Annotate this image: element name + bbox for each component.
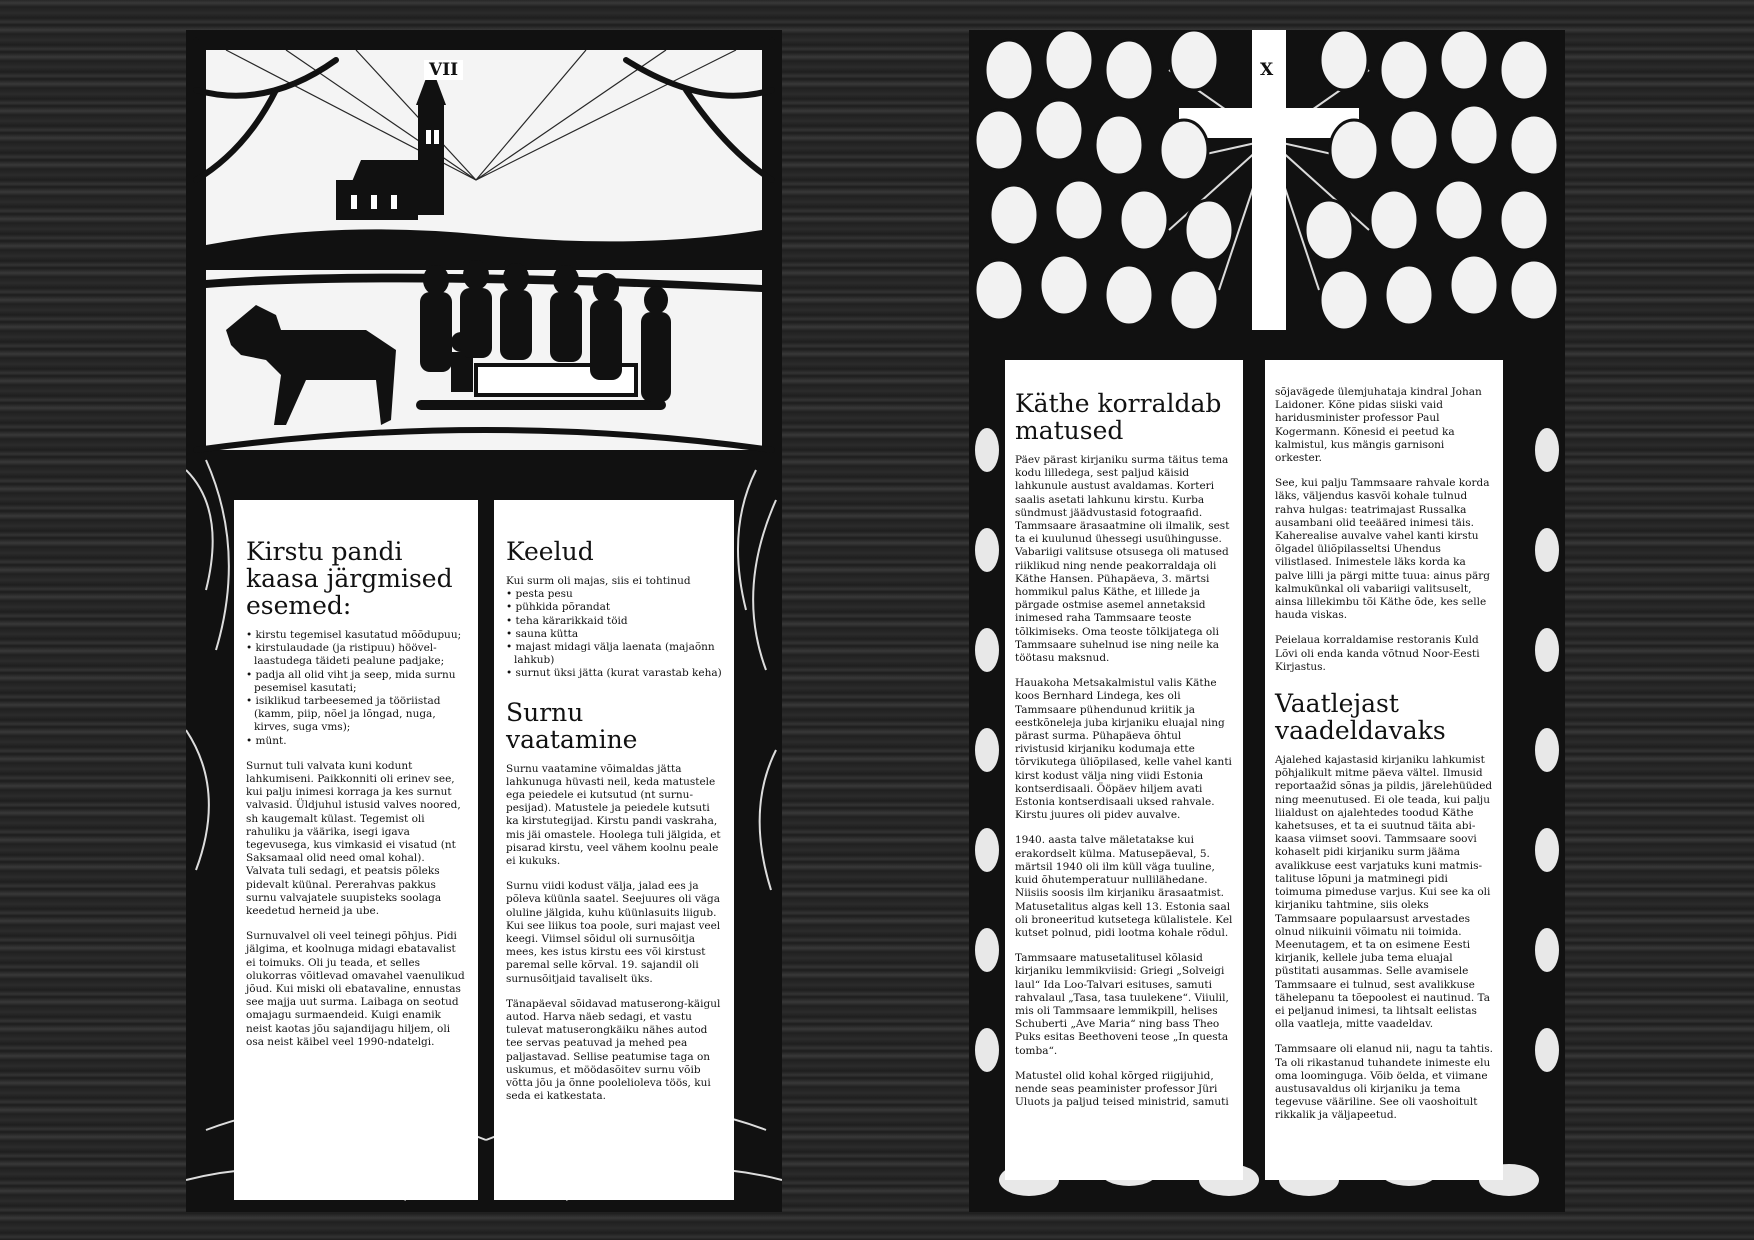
body-paragraph: Ajalehed kajastasid kirjaniku lahkumist põhjalikult mitme päeva vältel. Ilmusid reportaažid sõnas ja pildis, järelehüüded ning meenutused. Ei ole teada, kui palju liialdust on ajalehtedes toodud Käthe kahetsuses, et ta ei suutnud täita abi-kaasa viimset soovi. Tammsaare soovi kohaselt pidi kirjaniku surm jääma avalikkuse eest varjatuks kuni matmis-talituse lõpuni ja matminegi pidi toimuma pimeduse varjus. Kui see ka oli kirjaniku tahtmine, siis oleks Tammsaare populaarsust arvestades olnud niikuinii võimatu nii toimida. Meenutagem, et ta on esimene Eesti kirjanik, kellele juba tema eluajal püstitati ausammas. Selle avamisele Tammsaare ei tulnud, sest avalikkuse tähelepanu ta tõepoolest ei nautinud. Ta ei peljanud inimesi, ta lihtsalt eelistas olla vaatleja, mitte vaadeldav. — [1275, 754, 1493, 1031]
list-item: • isiklikud tarbeesemed ja tööriistad (kamm, piip, nõel ja lõngad, nuga, kirves, suga vms); — [246, 695, 466, 735]
grave-items-list — [246, 629, 466, 748]
body-paragraph: 1940. aasta talve mäletatakse kui erakordselt külma. Matusepäeval, 5. märtsil 1940 oli ilm küll väga tuuline, kuid õhutemperatuur nullilähedane. Niisiis soosis ilm kirjaniku ärasaatmist. Matusetalitus algas kell 13. Estonia saal oli broneeritud kutsetega külalistele. Kel kutset polnud, pidi lootma kohale rõdul. — [1015, 834, 1233, 939]
chapter-number: VII — [424, 60, 463, 80]
list-item: • surnut üksi jätta (kurat varastab keha) — [506, 667, 722, 680]
body-paragraph: Päev pärast kirjaniku surma täitus tema kodu lilledega, sest paljud käisid lahkunule austust avaldamas. Korteri saalis asetati lahkunu kirstu. Kurba sündmust jäädvustasid fotograafid. Tammsaare ärasaatmine oli ilmalik, sest ta ei kuulunud ühessegi usuühingusse. Vabariigi valitsuse otsusega oli matused riiklikud ning nende peakorraldaja oli Käthe Hansen. Pühapäeva, 3. märtsi hommikul palus Käthe, et lillede ja pärgade ostmise asemel annetaksid inimesed raha Tammsaare teoste tõlkimiseks. Oma teoste tõlkijatega oli Tammsaare suhelnud ise ning neile ka töötasu maksnud. — [1015, 454, 1230, 665]
text-column-right-1 — [1005, 360, 1243, 1180]
text-column-left-2 — [494, 500, 734, 1200]
right-page-panel — [969, 30, 1565, 1212]
body-paragraph: Surnut tuli valvata kuni kodunt lahkumiseni. Paikkonniti oli erinev see, kui palju inimesi korraga ja kes surnut valvasid. Üldjuhul istusid valves noored, sh kaugemalt külast. Tegemist oli rahuliku ja väärika, isegi igava tegevusega, kus vimkasid ei visatud (nt Saksamaal olid need omal kohal). Valvata tuli sedagi, et peatsis põleks pidevalt küünal. Pererahvas pakkus surnu valvajatele suupisteks soolaga keedetud herneid ja ube. — [246, 759, 461, 918]
body-paragraph: Tammsaare matusetalitusel kõlasid kirjaniku lemmikviisid: Griegi „Solveigi laul“ Ida Loo-Talvari esituses, samuti rahvalaul „Tasa, tasa tuulekene“. Viiulil, mis oli Tammsaare lemmikpill, helises Schuberti „Ave Maria“ ning bass Theo Puks esitas Beethoveni teose „In questa tomba“. — [1015, 952, 1229, 1057]
section-heading: Käthe korraldab matused — [1015, 389, 1222, 445]
body-paragraph: See, kui palju Tammsaare rahvale korda läks, väljendus kasvõi kohale tulnud rahva hulgas: teatrimajast Russalka ausambani olid teeääred inimesi täis. Kaherealise auvalve vahel kanti kirstu õlgadel üliõpilasseltsi Uhendus vilistlased. Inimestele läks korda ka palve lilli ja pärgi mitte tuua: ainus pärg kalmukünkal oli vabariigi valitsuselt, ainsa lillekimbu tõi Käthe õde, kes selle hauda viskas. — [1275, 477, 1490, 622]
list-item: • padja all olid viht ja seep, mida surnu pesemisel kasutati; — [246, 669, 466, 695]
section-heading: Vaatlejast vaadeldavaks — [1275, 689, 1446, 746]
body-paragraph: Surnu vaatamine võimaldas jätta lahkunuga hüvasti neil, keda matustele ega peiedele ei kutsutud (nt surnu-pesijad). Matustele ja peiedele kutsuti ka kirstutegijad. Kirstu pandi vaskraha, mis jäi omastele. Hoolega tuli jälgida, et pisarad kirstu, veel vähem koolnu peale ei kukuks. — [506, 762, 721, 868]
prohibitions-list — [506, 588, 722, 680]
body-paragraph: Kui surm oli majas, siis ei tohtinud — [506, 575, 691, 587]
list-item: • kirstulaudade (ja ristipuu) höövel-laastudega täideti pealune padjake; — [246, 642, 466, 668]
text-column-right-2 — [1265, 360, 1503, 1180]
section-heading: Keelud — [506, 537, 594, 566]
list-item: • sauna kütta — [506, 628, 722, 641]
body-paragraph: sõjavägede ülemjuhataja kindral Johan Laidoner. Kõne pidas siiski vaid haridusminister professor Paul Kogermann. Kõnesid ei peetud ka kalmistul, kus mängis garnisoni orkester. — [1275, 386, 1482, 465]
body-paragraph: Tänapäeval sõidavad matuserong-käigul autod. Harva näeb sedagi, et vastu tulevat matuserongkäiku nähes autod tee servas peatuvad ja mehed pea paljastavad. Sellise peatumise taga on uskumus, et möödasõitev surnu võib võtta jõu ja õnne poolelioleva töös, kui seda ei katkestata. — [506, 997, 721, 1103]
section-heading: Surnu vaatamine — [506, 697, 638, 754]
list-item: • majast midagi välja laenata (majaõnn lahkub) — [506, 641, 722, 667]
body-paragraph: Surnu viidi kodust välja, jalad ees ja põleva küünla saatel. Seejuures oli väga oluline jälgida, kuhu küünlasuits liigub. Kui see liikus toa poole, suri majast veel keegi. Viimsel sõidul oli surnusõitja mees, kes istus kirstu ees või kirstust paremal selle kõrval. 19. sajandil oli surnusõitjaid tavaliselt üks. — [506, 880, 721, 985]
chapter-number: X — [1255, 60, 1278, 80]
list-item: • kirstu tegemisel kasutatud mõõdupuu; — [246, 629, 466, 642]
body-paragraph: Tammsaare oli elanud nii, nagu ta tahtis. Ta oli rikastanud tuhandete inimeste elu oma loominguga. Võib öelda, et viimane austusavaldus oli kirjaniku ja tema tegevuse vääriline. See oli vaoshoitult rikkalik ja väljapeetud. — [1275, 1043, 1493, 1122]
body-paragraph: Peielaua korraldamise restoranis Kuld Lõvi oli enda kanda võtnud Noor-Eesti Kirjastus. — [1275, 634, 1480, 673]
list-item: • münt. — [246, 735, 466, 748]
list-item: • pühkida põrandat — [506, 601, 722, 614]
list-item: • teha kärarikkaid töid — [506, 615, 722, 628]
text-column-left-1 — [234, 500, 478, 1200]
section-heading: Kirstu pandi kaasa järgmised esemed: — [246, 537, 453, 620]
body-paragraph: Surnuvalvel oli veel teinegi põhjus. Pidi jälgima, et koolnuga midagi ebatavalist ei toimuks. Oli ju teada, et selles olukorras võitlevad omavahel vaenulikud jõud. Kui miski oli ebatavaline, ennustas see majja uut surma. Laibaga on seotud omajagu surmaendeid. Kuigi enamik neist kaotas jõu sajandijagu hiljem, oli osa neist käibel veel 1990-ndatelgi. — [246, 930, 465, 1048]
body-paragraph: Hauakoha Metsakalmistul valis Käthe koos Bernhard Lindega, kes oli Tammsaare pühendunud kriitik ja eestkõneleja juba kirjaniku eluajal ning pärast surma. Pühapäeva õhtul rivistusid kirjaniku kodumaja ette tõrvikutega üliõpilased, kelle vahel kanti kirst kodust välja ning viidi Estonia kontserdisaali. Ööpäev hiljem avati Estonia kontserdisaali uksed rahvale. Kirstu juures oli pidev auvalve. — [1015, 677, 1232, 822]
body-paragraph: Matustel olid kohal kõrged riigijuhid, nende seas peaminister professor Jüri Uluots ja paljud teised ministrid, samuti — [1015, 1069, 1229, 1109]
list-item: • pesta pesu — [506, 588, 722, 601]
left-page-panel — [186, 30, 782, 1212]
